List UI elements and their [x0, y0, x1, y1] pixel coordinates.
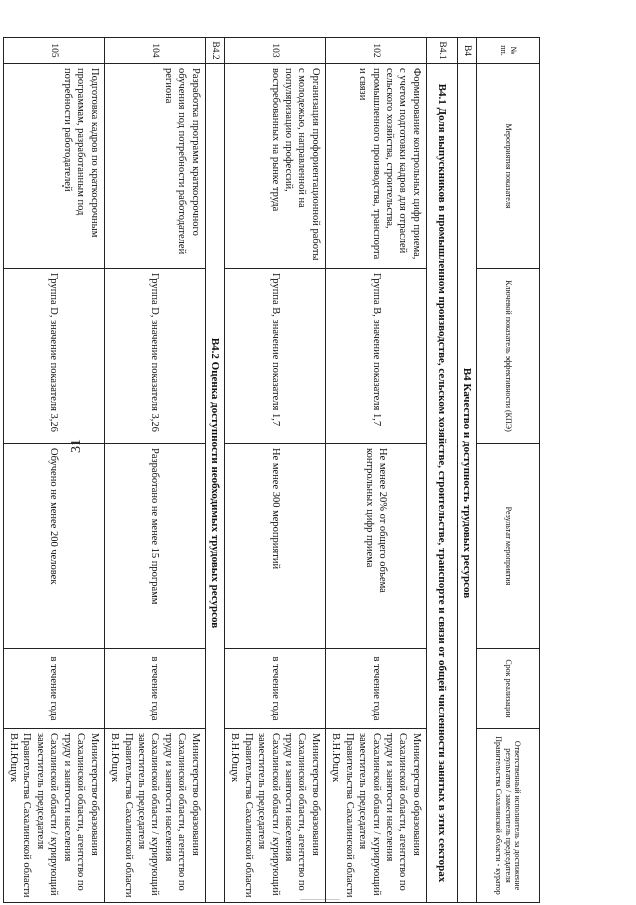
row-deadline: в течение года: [104, 649, 205, 729]
row-kpi: Группа В, значение показателя 1,7: [325, 269, 426, 444]
row-deadline: в течение года: [325, 649, 426, 729]
section-num: В4: [457, 38, 476, 64]
row-result: Не менее 300 мероприятий: [224, 444, 325, 649]
row-result: Не менее 20% от общего объема контрольных цифр приема: [325, 444, 426, 649]
header-measure: Мероприятия показателя: [477, 64, 540, 269]
row-kpi: Группа D, значение показателя 3,26: [3, 269, 104, 444]
row-num: 104: [104, 38, 205, 64]
table-row: [224, 38, 325, 903]
row-responsible: Министерство образования Сахалинской области, агентство по труду и занятости населения Сахалинской области / курирующий заместитель председателя Правительства Сахалинской области В.Н.Ющук: [224, 729, 325, 903]
section-title: В4.1 Доля выпускников в промышленном производстве, сельском хозяйстве, строительстве, транспорте и связи от общей численности занятых в этих секторах: [426, 64, 457, 903]
measures-table: [3, 37, 540, 903]
section-num: В4.2: [205, 38, 224, 64]
row-responsible: Министерство образования Сахалинской области, агентство по труду и занятости населения Сахалинской области / курирующий заместитель председателя Правительства Сахалинской области В.Н.Ющук: [325, 729, 426, 903]
section-title: В4 Качество и доступность трудовых ресурсов: [457, 64, 476, 903]
table-row: [325, 38, 426, 903]
section-row-b42: [205, 38, 224, 903]
row-num: 103: [224, 38, 325, 64]
row-num: 102: [325, 38, 426, 64]
header-responsible: Ответственный исполнитель за достижение результатов / заместитель председателя Правительства Сахалинской области - куратор: [477, 729, 540, 903]
row-deadline: в течение года: [3, 649, 104, 729]
row-measure: Разработка программ краткосрочного обучения под потребности работодателей региона: [104, 64, 205, 269]
row-measure: Формирование контрольных цифр приема, с учетом подготовки кадров для отраслей сельского хозяйства, строительства, промышленного производства, транспорта и связи: [325, 64, 426, 269]
row-result: Разработано не менее 15 программ: [104, 444, 205, 649]
row-deadline: в течение года: [224, 649, 325, 729]
row-kpi: Группа В, значение показателя 1,7: [224, 269, 325, 444]
section-title: В4.2 Оценка доступности необходимых трудовых ресурсов: [205, 64, 224, 903]
section-row-b4: [457, 38, 476, 903]
table-row: [3, 38, 104, 903]
row-measure: Подготовка кадров по краткосрочным программам, разработанным под потребности работодателей: [3, 64, 104, 269]
row-kpi: Группа D, значение показателя 3,26: [104, 269, 205, 444]
header-deadline: Срок реализации: [477, 649, 540, 729]
section-num: В4.1: [426, 38, 457, 64]
row-responsible: Министерство образования Сахалинской области, агентство по труду и занятости населения Сахалинской области / курирующий заместитель председателя Правительства Сахалинской области В.Н.Ющук: [104, 729, 205, 903]
row-measure: Организация профориентационной работы с молодежью, направленной на популяризацию профессий, востребованных на рынке труда: [224, 64, 325, 269]
row-num: 105: [3, 38, 104, 64]
table-row: [104, 38, 205, 903]
header-num: № пп.: [477, 38, 540, 64]
table-header-row: [477, 38, 540, 903]
header-kpi: Ключевой показатель эффективности (КПЭ): [477, 269, 540, 444]
header-result: Результат мероприятия: [477, 444, 540, 649]
row-responsible: Министерство образования Сахалинской области, агентство по труду и занятости населения Сахалинской области / курирующий заместитель председателя Правительства Сахалинской области В.Н.Ющук: [3, 729, 104, 903]
page-number: 31: [69, 439, 84, 453]
row-result: Обучено не менее 200 человек: [3, 444, 104, 649]
section-row-b41: [426, 38, 457, 903]
